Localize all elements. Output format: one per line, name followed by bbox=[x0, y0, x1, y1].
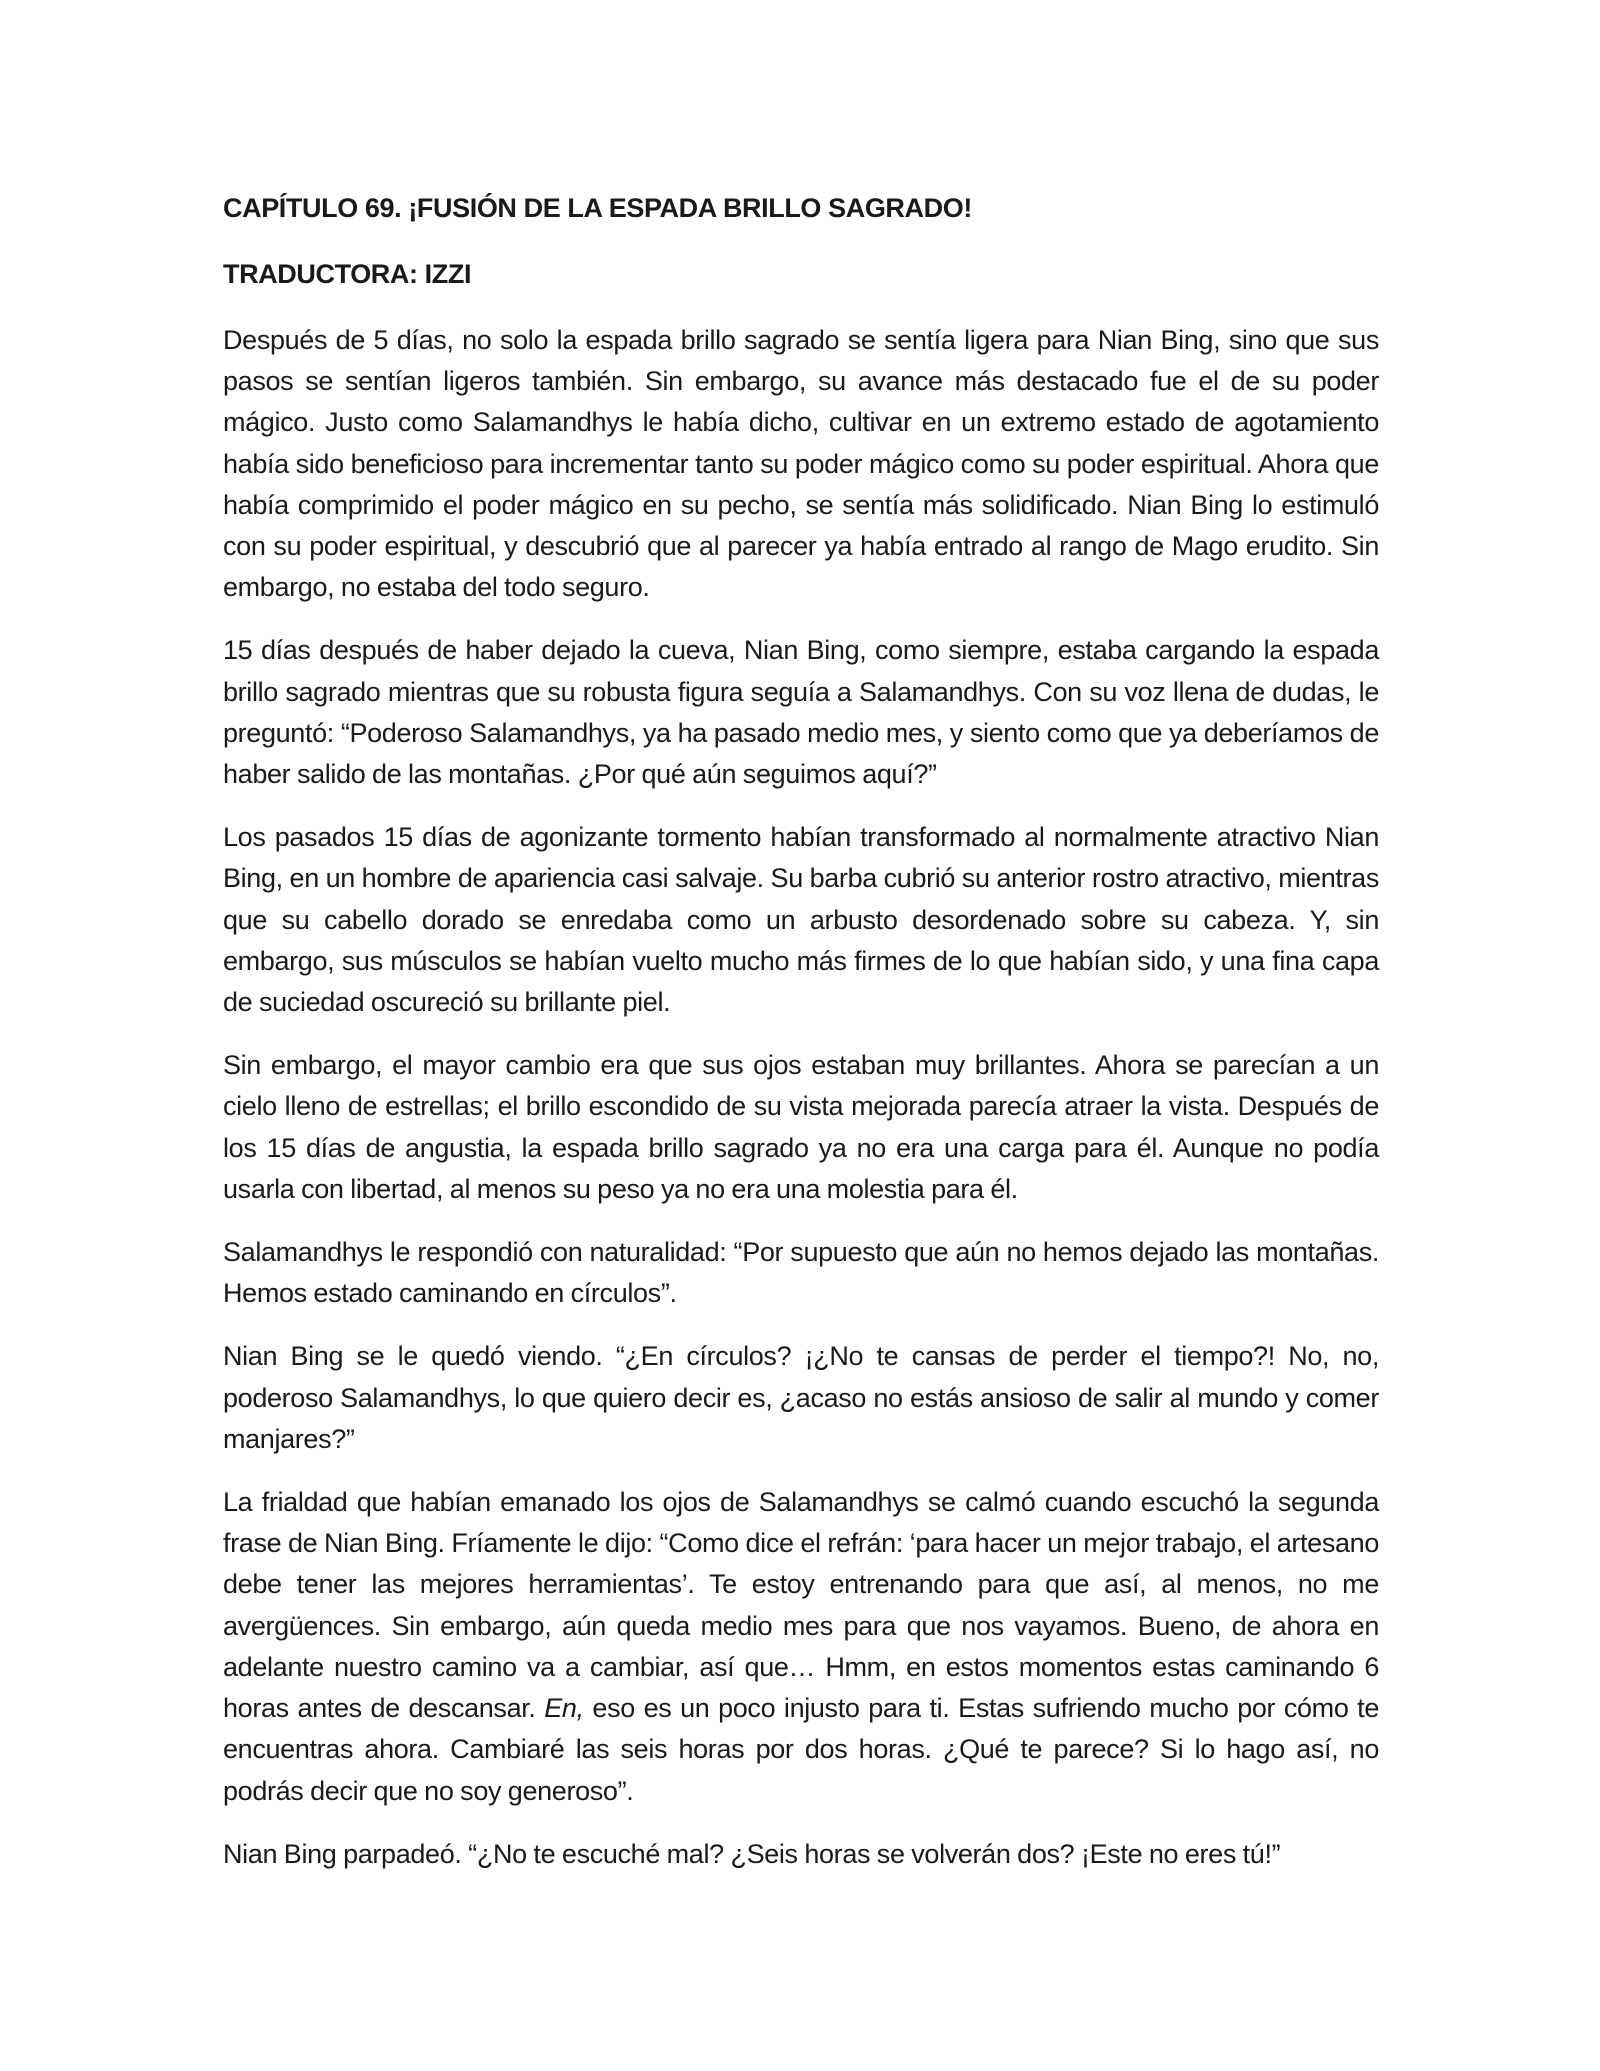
paragraph-7-text-start: La frialdad que habían emanado los ojos de Salamandhys se calmó cuando escuchó la segunda frase de Nian Bing. Fríamente le dijo: “Como dice el refrán: ‘para hacer un mejor trabajo, el artesano debe tener las mejores herramientas’. Te estoy entrenando para que así, al menos, no me avergüences. Sin embargo, aún queda medio mes para que nos vayamos. Bueno, de ahora en adelante nuestro camino va a cambiar, así que… Hmm, en estos momentos estas caminando 6 horas antes de descansar. bbox=[223, 1487, 1379, 1724]
translator-line: TRADUCTORA: IZZI bbox=[223, 259, 472, 289]
paragraph-3: Los pasados 15 días de agonizante tormento habían transformado al normalmente atractivo Nian Bing, en un hombre de apariencia casi salvaje. Su barba cubrió su anterior rostro atractivo, mientras que su cabello dorado se enredaba como un arbusto desordenado sobre su cabeza. Y, sin embargo, sus músculos se habían vuelto mucho más firmes de lo que habían sido, y una fina capa de suciedad oscureció su brillante piel. bbox=[223, 822, 1379, 1018]
paragraph-8: Nian Bing parpadeó. “¿No te escuché mal? ¿Seis horas se volverán dos? ¡Este no eres tú!” bbox=[223, 1838, 1281, 1869]
paragraph-4: Sin embargo, el mayor cambio era que sus ojos estaban muy brillantes. Ahora se parecían a un cielo lleno de estrellas; el brillo escondido de su vista mejorada parecía atraer la vista. Después de los 15 días de angustia, la espada brillo sagrado ya no era una carga para él. Aunque no podía usarla con libertad, al menos su peso ya no era una molestia para él. bbox=[223, 1050, 1379, 1204]
paragraph-1: Después de 5 días, no solo la espada brillo sagrado se sentía ligera para Nian Bing, sino que sus pasos se sentían ligeros también. Sin embargo, su avance más destacado fue el de su poder mágico. Justo como Salamandhys le había dicho, cultivar en un extremo estado de agotamiento había sido beneficioso para incrementar tanto su poder mágico como su poder espiritual. Ahora que había comprimido el poder mágico en su pecho, se sentía más solidificado. Nian Bing lo estimuló con su poder espiritual, y descubrió que al parecer ya había entrado al rango de Mago erudito. Sin embargo, no estaba del todo seguro. bbox=[223, 325, 1379, 603]
paragraph-7-italic-word: En, bbox=[544, 1693, 584, 1724]
paragraph-7-text-end: eso es un poco injusto para ti. Estas sufriendo mucho por cómo te encuentras ahora. Cambiaré las seis horas por dos horas. ¿Qué te parece? Si lo hago así, no podrás decir que no soy generoso”. bbox=[223, 1693, 1379, 1806]
chapter-title: CAPÍTULO 69. ¡FUSIÓN DE LA ESPADA BRILLO SAGRADO! bbox=[223, 193, 972, 223]
paragraph-5: Salamandhys le respondió con naturalidad: “Por supuesto que aún no hemos dejado las montañas. Hemos estado caminando en círculos”. bbox=[223, 1237, 1379, 1309]
paragraph-6: Nian Bing se le quedó viendo. “¿En círculos? ¡¿No te cansas de perder el tiempo?! No, no, poderoso Salamandhys, lo que quiero decir es, ¿acaso no estás ansioso de salir al mundo y comer manjares?” bbox=[223, 1341, 1379, 1454]
document-page bbox=[223, 188, 1379, 1897]
paragraph-7 bbox=[223, 1482, 1379, 1812]
paragraph-2: 15 días después de haber dejado la cueva, Nian Bing, como siempre, estaba cargando la espada brillo sagrado mientras que su robusta figura seguía a Salamandhys. Con su voz llena de dudas, le preguntó: “Poderoso Salamandhys, ya ha pasado medio mes, y siento como que ya deberíamos de haber salido de las montañas. ¿Por qué aún seguimos aquí?” bbox=[223, 635, 1379, 790]
